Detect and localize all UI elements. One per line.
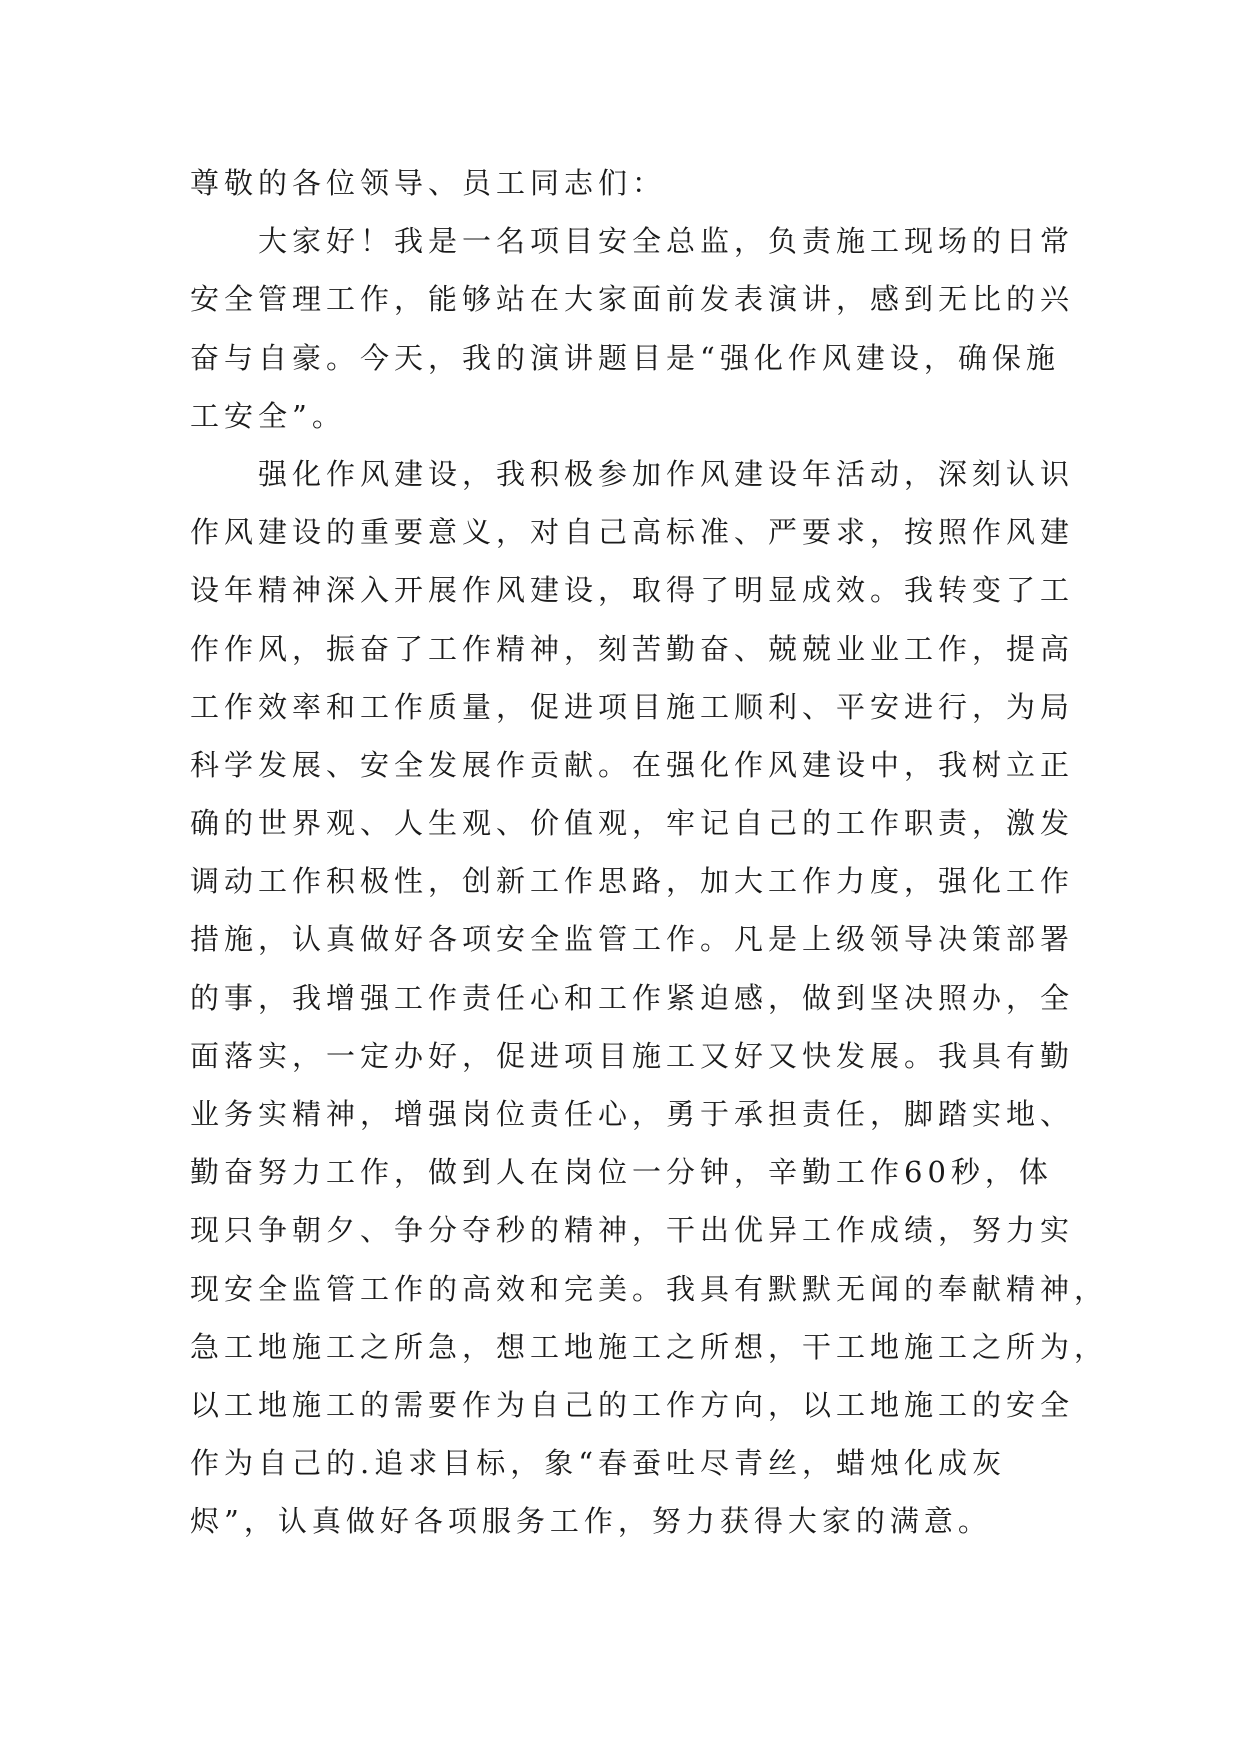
- text-line: 确的世界观、人生观、价值观，牢记自己的工作职责，激发: [190, 806, 1075, 841]
- text-line: 现只争朝夕、争分夺秒的精神，干出优异工作成绩，努力实: [190, 1213, 1075, 1248]
- speech-body: [190, 154, 1109, 1551]
- text-line: 作为自己的.追求目标，象“春蚕吐尽青丝，蜡烛化成灰: [190, 1446, 1007, 1481]
- text-line: 工作效率和工作质量，促进项目施工顺利、平安进行，为局: [190, 689, 1075, 724]
- text-line: 奋与自豪。今天，我的演讲题目是“强化作风建设，确保施: [190, 340, 1060, 375]
- text-line: 急工地施工之所急，想工地施工之所想，干工地施工之所为，: [190, 1329, 1109, 1364]
- text-line: 面落实，一定办好，促进项目施工又好又快发展。我具有勤: [190, 1038, 1075, 1073]
- text-line: 措施，认真做好各项安全监管工作。凡是上级领导决策部署: [190, 922, 1075, 957]
- text-line: 勤奋努力工作，做到人在岗位一分钟，辛勤工作60秒，体: [190, 1155, 1053, 1190]
- text-line: 烬”，认真做好各项服务工作，努力获得大家的满意。: [190, 1504, 992, 1539]
- text-line: 大家好！我是一名项目安全总监，负责施工现场的日常: [190, 224, 1075, 259]
- text-line: 设年精神深入开展作风建设，取得了明显成效。我转变了工: [190, 573, 1075, 608]
- text-line: 作作风，振奋了工作精神，刻苦勤奋、兢兢业业工作，提高: [190, 631, 1075, 666]
- text-line: 安全管理工作，能够站在大家面前发表演讲，感到无比的兴: [190, 282, 1075, 317]
- text-line: 的事，我增强工作责任心和工作紧迫感，做到坚决照办，全: [190, 980, 1075, 1015]
- text-line: 以工地施工的需要作为自己的工作方向，以工地施工的安全: [190, 1387, 1075, 1422]
- text-line: 科学发展、安全发展作贡献。在强化作风建设中，我树立正: [190, 747, 1075, 782]
- text-line: 作风建设的重要意义，对自己高标准、严要求，按照作风建: [190, 515, 1075, 550]
- text-line: 尊敬的各位领导、员工同志们：: [190, 166, 667, 200]
- text-line: 业务实精神，增强岗位责任心，勇于承担责任，脚踏实地、: [190, 1097, 1075, 1131]
- text-line: 现安全监管工作的高效和完美。我具有默默无闻的奉献精神，: [190, 1271, 1109, 1306]
- text-line: 工安全”。: [190, 398, 346, 433]
- text-line: 强化作风建设，我积极参加作风建设年活动，深刻认识: [190, 456, 1075, 491]
- text-line: 调动工作积极性，创新工作思路，加大工作力度，强化工作: [190, 864, 1075, 899]
